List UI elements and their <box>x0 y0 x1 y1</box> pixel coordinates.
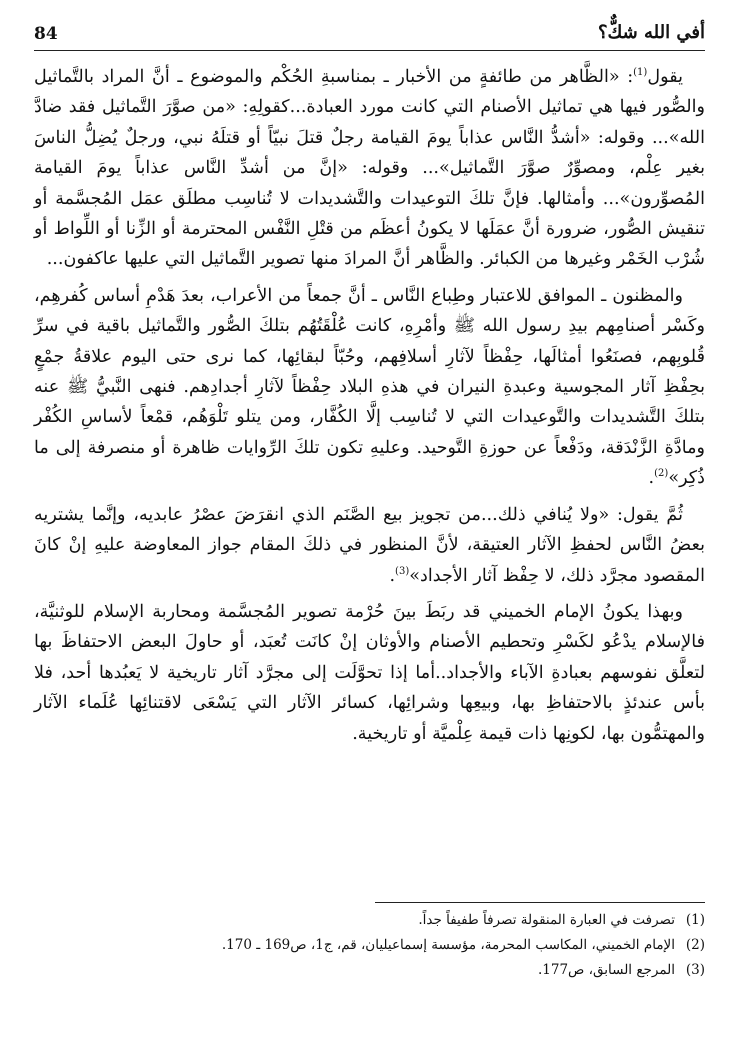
main-text <box>34 62 705 755</box>
paragraph-3: ثُمَّ يقول: «ولا يُنافي ذلك...من تجويز بيع الصَّنَم الذي انقرَضَ عصْرُ عابديه، وإنَّما يشتريه بعضُ النَّاس لحفظِ الآثار العتيقة، لأنَّ المنظور في ذلكَ المقام جواز المعاوضة عليهِ إنْ كانَ المقصود مجرَّد ذلك، لا حِفْظ آثار الأجداد»$^{(3)}$. <box>34 504 705 586</box>
footnote-1 <box>34 908 705 933</box>
footnote-number: (2) <box>685 937 705 953</box>
footnote-2 <box>34 933 705 958</box>
footnotes <box>34 908 705 983</box>
running-title: أفي الله شكٌّ؟ <box>597 22 705 43</box>
footnote-number: (1) <box>685 912 705 928</box>
footnote-ref-1[interactable]: (1) <box>633 67 648 79</box>
footnote-text: تصرفت في العبارة المنقولة تصرفاً طفيفاً جداً. <box>418 912 675 928</box>
footnote-text: الإمام الخميني، المكاسب المحرمة، مؤسسة إسماعيليان، قم، ج1، ص169 ـ 170. <box>221 937 675 953</box>
paragraph-1: يقول$^{(1)}$: «الظَّاهر من طائفةٍ من الأخبار ـ بمناسبةِ الحُكْم والموضوع ـ أنَّ المراد بالتَّماثيل والصُّور فيها هي تماثيل الأصنام التي كانت مورد العبادة...كقولِهِ: «من صوَّرَ التَّماثيل فقد ضادَّ الله»... وقوله: «أشدُّ النَّاس عذاباً يومَ القيامة رجلٌ قتلَ نبيّاً أو قتلَهُ نبي، ورجلٌ يُضِلُّ الناسَ بغير عِلْم، ومصوِّرٌ صوَّرَ التَّماثيل»... وقوله: «إنَّ من أشدِّ النَّاس عذاباً يومَ القيامة المُصوِّرون»... وأمثالها. فإنَّ تلكَ التوعيدات والتَّشديدات لا تُناسِب مطلَق عمَل المُجسَّمة أو تنقيش الصُّور، ضرورة أنَّ عمَلَها لا يكونُ أعظَم من قتْلِ النَّفْس المحترمة أو الزِّنا أو اللِّواط أو شُرْب الخَمْر وغيرها من الكبائر. والظَّاهر أنَّ المرادَ منها تصوير التَّماثيل التي عليها عاكفون... <box>34 67 705 270</box>
footnote-ref-3[interactable]: (3) <box>395 565 410 577</box>
footnote-ref-2[interactable]: (2) <box>654 468 669 480</box>
footnote-3 <box>34 958 705 983</box>
footnote-divider <box>375 902 705 903</box>
paragraph-2: والمظنون ـ الموافق للاعتبار وطِباع النَّاس ـ أنَّ جمعاً من الأعراب، بعدَ هَدْمِ أساس كُفرهِم، وكَسْر أصنامِهم بيدِ رسول الله ﷺ وأمْرِهِ، كانت عُلْقَتُهُم بتلكَ الصُّور والتَّماثيل باقية في سرِّ قُلوبِهم، فصنَعُوا أمثالَها، حِفْظاً لآثارِ أسلافِهم، وحُبّاً لبقائِها، كما نرى حتى اليوم علاقةُ جمْعٍ بحِفْظِ آثار المجوسية وعبدةِ النيران في هذهِ البلاد حِفْظاً لآثارِ أجدادِهم. فنهى النَّبيُّ ﷺ عنه بتلكَ التَّشديدات والتَّوعيدات التي لا تُناسِب إلَّا الكُفَّار، ومن يتلو تَلْوَهُم، قمْعاً لأساسِ الكُفْر ومادَّةِ الزَّنْدَقة، ودَفْعاً عن حوزةِ التَّوحيد. وعليهِ تكون تلكَ الرِّوايات ظاهرة أو منصرفة إلى ما ذُكِر»$^{(2)}$. <box>34 285 705 489</box>
footnote-number: (3) <box>685 962 705 978</box>
page-number: 84 <box>34 24 58 44</box>
footnote-text: المرجع السابق، ص177. <box>537 962 675 978</box>
page-header <box>34 22 705 51</box>
paragraph-4: وبهذا يكونُ الإمام الخميني قد ربَطَ بينَ حُرْمة تصوير المُجسَّمة ومحاربة الإسلام للوثنيَّة، فالإسلام يدْعُو لكَسْرِ وتحطيم الأصنام والأوثان إنْ كانَت تُعبَد، أو حاولَ البعض الاحتفاظَ بها لتعلَّق نفوسهم بعبادةِ الآباء والأجداد..أما إذا تحوَّلَت إلى مجرَّد آثار تاريخية لا يَعبُدها أحد، فلا بأس عندئذٍ بالاحتفاظِ بها، وبيعِها وشرائِها، كسائر الآثار التي يَسْعَى لاقتنائِها عُلَماء الآثار والمهتمُّون بها، لكونِها ذات قيمة عِلْميَّة أو تاريخية. <box>34 601 705 744</box>
